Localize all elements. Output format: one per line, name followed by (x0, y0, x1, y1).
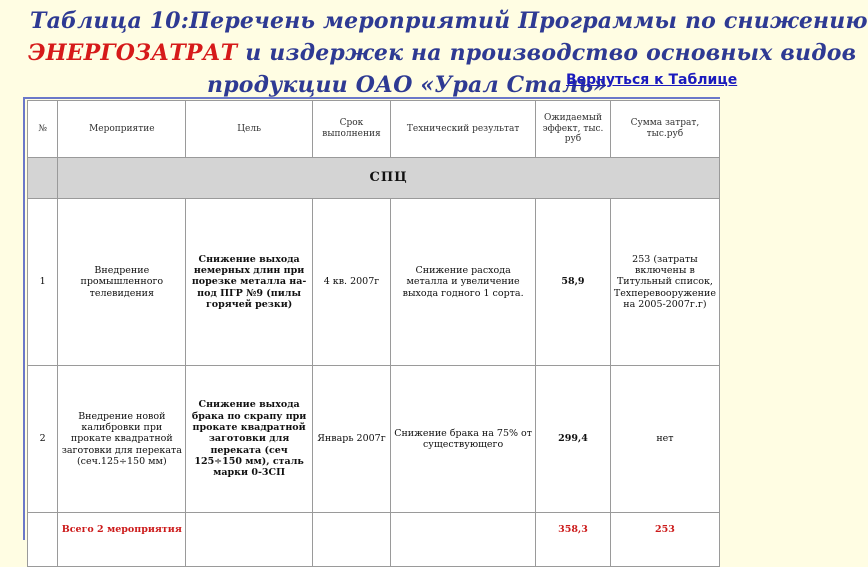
row-cost: 253 (затраты включены в Титульный список, Техперевооружение на 2005-2007г.г) (610, 199, 719, 366)
header-goal: Цель (186, 101, 312, 158)
row-effect: 58,9 (536, 199, 611, 366)
row-effect: 299,4 (536, 366, 611, 513)
row-goal: Снижение выхода немерных длин при порезке металла на-под ПГР №9 (пилы горячей резки) (186, 199, 312, 366)
total-label: Всего 2 мероприятия (58, 513, 186, 567)
total-term-cell (312, 513, 390, 567)
header-term: Срок выполнения (312, 101, 390, 158)
table-header-row (28, 101, 720, 158)
header-result: Технический результат (391, 101, 536, 158)
title-line-2 (28, 40, 856, 66)
total-row (28, 513, 720, 567)
title-line-3: продукции ОАО «Урал Сталь» (207, 72, 608, 98)
header-cost: Сумма затрат, тыс.руб (610, 101, 719, 158)
row-measure: Внедрение промышленного телевидения (58, 199, 186, 366)
total-cost: 253 (610, 513, 719, 567)
header-num: № (28, 101, 58, 158)
total-result-cell (391, 513, 536, 567)
total-num-cell (28, 513, 58, 567)
row-measure: Внедрение новой калибровки при прокате квадратной заготовки для переката (сеч.125÷150 мм) (58, 366, 186, 513)
measures-table (27, 100, 720, 567)
row-goal: Снижение выхода брака по скрапу при прокате квадратной заготовки для переката (сеч 125÷150 мм), сталь марки 0-3СП (186, 366, 312, 513)
section-title: СПЦ (58, 158, 720, 199)
row-term: 4 кв. 2007г (312, 199, 390, 366)
section-num-cell (28, 158, 58, 199)
total-effect: 358,3 (536, 513, 611, 567)
row-result: Снижение брака на 75% от существующего (391, 366, 536, 513)
row-num: 1 (28, 199, 58, 366)
header-measure: Мероприятие (58, 101, 186, 158)
title-line-2-rest: и издержек на производство основных видов (237, 40, 857, 66)
title-highlight: ЭНЕРГОЗАТРАТ (28, 40, 238, 66)
return-to-table-link[interactable]: Вернуться к Таблице (566, 72, 738, 88)
title-line-1: Таблица 10:Перечень мероприятий Программы по снижению (30, 8, 868, 34)
row-cost: нет (610, 366, 719, 513)
section-row (28, 158, 720, 199)
row-num: 2 (28, 366, 58, 513)
row-result: Снижение расхода металла и увеличение выхода годного 1 сорта. (391, 199, 536, 366)
row-term: Январь 2007г (312, 366, 390, 513)
total-goal-cell (186, 513, 312, 567)
table-row (28, 366, 720, 513)
header-effect: Ожидаемый эффект, тыс. руб (536, 101, 611, 158)
table-row (28, 199, 720, 366)
